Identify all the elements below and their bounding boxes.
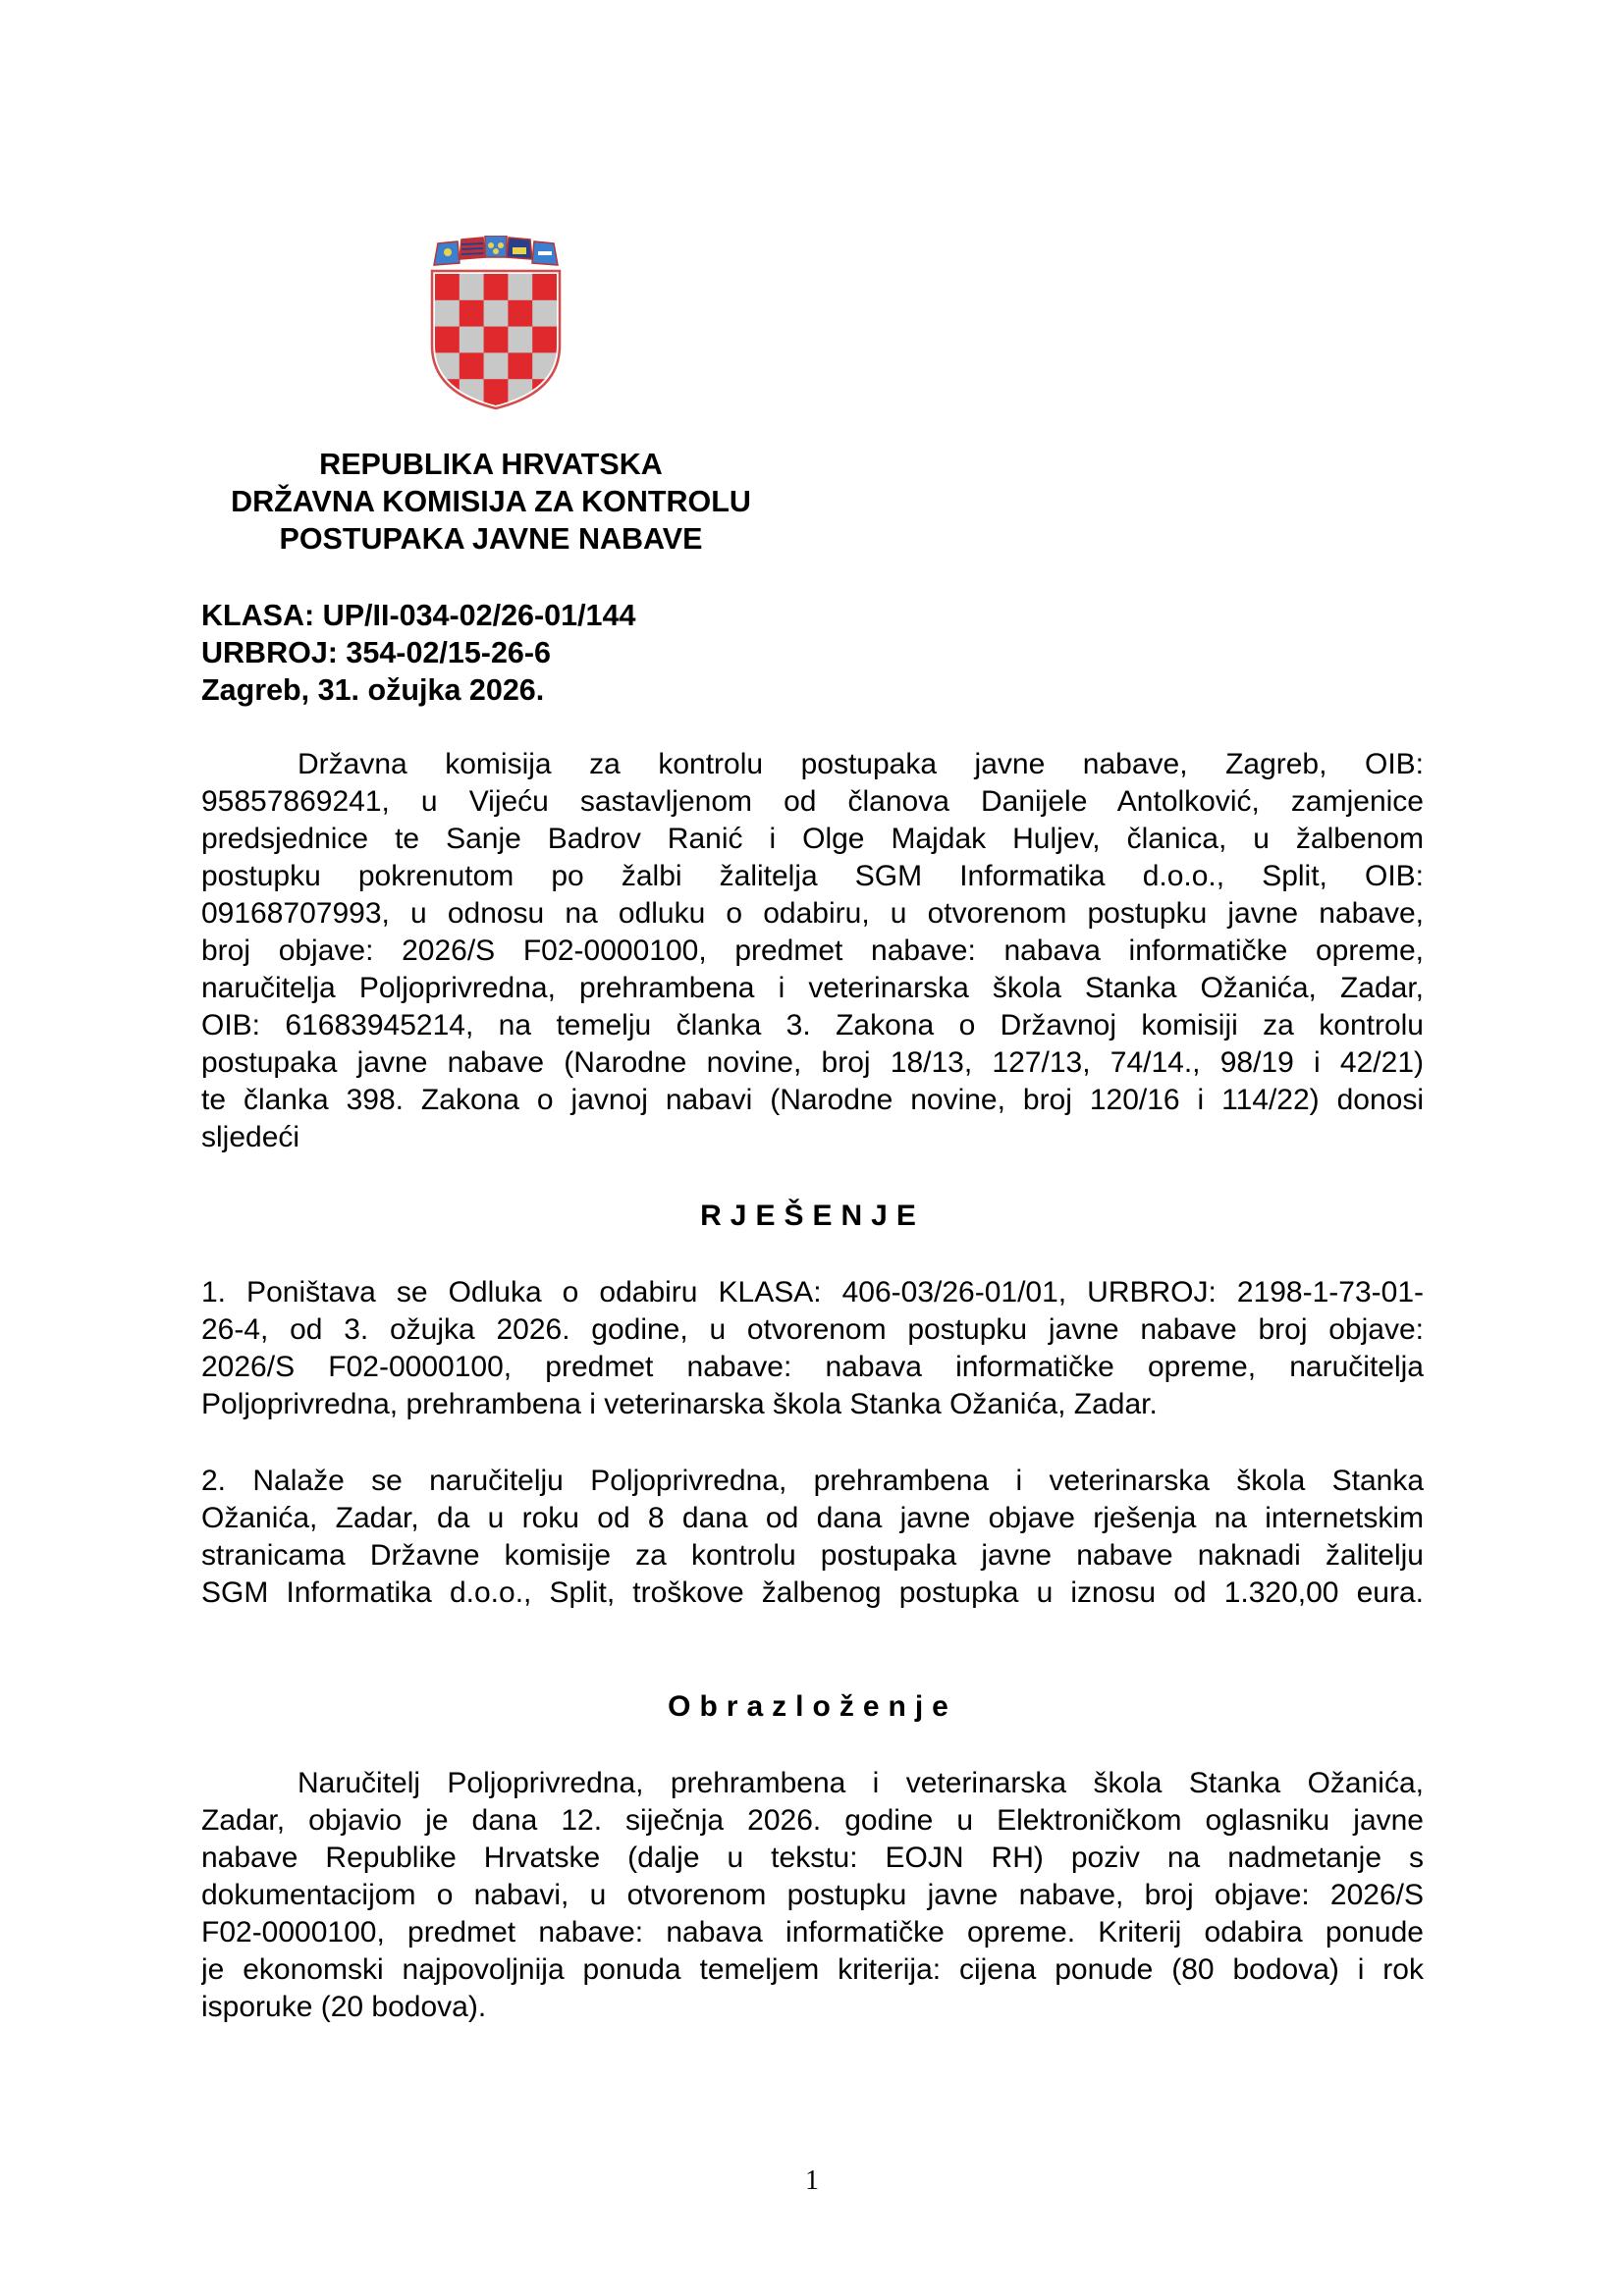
reasoning-heading: Obrazloženje (668, 1690, 957, 1723)
place-date: Zagreb, 31. ožujka 2026. (201, 673, 545, 707)
checker-square (508, 274, 532, 300)
intro-line: predsjednice te Sanje Badrov Ranić i Olge Majdak Huljev, članica, u žalbenom (201, 823, 1424, 855)
klasa: KLASA: UP/II-034-02/26-01/144 (201, 599, 636, 632)
checker-square (435, 327, 460, 353)
checker-square (435, 274, 460, 300)
checker-square (508, 327, 532, 353)
reasoning-line: dokumentacijom o nabavi, u otvorenom postupku javne nabave, broj objave: 2026/S (201, 1879, 1424, 1911)
intro-line: naručitelja Poljoprivredna, prehrambena i veterinarska škola Stanka Ožanića, Zadar, (201, 972, 1424, 1004)
page-number: 1 (805, 2165, 819, 2196)
checker-square (484, 274, 509, 300)
checker-square (532, 300, 557, 327)
decision-line: SGM Informatika d.o.o., Split, troškove žalbenog postupka u iznosu od 1.320,00 eura. (201, 1576, 1424, 1609)
checker-square (435, 300, 460, 327)
intro-line: sljedeći (201, 1121, 300, 1153)
reasoning-line: nabave Republike Hrvatske (dalje u tekstu: EOJN RH) poziv na nadmetanje s (201, 1842, 1424, 1874)
decision-heading: RJEŠENJE (700, 1200, 925, 1232)
intro-paragraph (201, 746, 1424, 1156)
checker-square (484, 379, 509, 405)
checker-square (484, 300, 509, 327)
decision-item-1 (201, 1274, 1424, 1423)
checker-square (508, 300, 532, 327)
reasoning-paragraph (201, 1765, 1424, 2026)
reasoning-line: Naručitelj Poljoprivredna, prehrambena i veterinarska škola Stanka Ožanića, (298, 1767, 1424, 1799)
decision-item-2 (201, 1463, 1424, 1612)
checker-square (460, 274, 484, 300)
decision-line: 2026/S F02-0000100, predmet nabave: nabava informatičke opreme, naručitelja (201, 1351, 1424, 1383)
header-line-1: REPUBLIKA HRVATSKA (319, 448, 663, 481)
checker-square (460, 327, 484, 353)
document-meta (201, 597, 635, 709)
decision-line: 26-4, od 3. ožujka 2026. godine, u otvorenom postupku javne nabave broj objave: (201, 1313, 1424, 1346)
intro-line: Državna komisija za kontrolu postupaka javne nabave, Zagreb, OIB: (298, 748, 1424, 780)
intro-line: 09168707993, u odnosu na odluku o odabiru, u otvorenom postupku javne nabave, (201, 897, 1424, 930)
checker-square (484, 327, 509, 353)
reasoning-line: Zadar, objavio je dana 12. siječnja 2026. godine u Elektroničkom oglasniku javne (201, 1804, 1424, 1837)
crown (434, 236, 558, 265)
decision-line: Ožanića, Zadar, da u roku od 8 dana od dana javne objave rješenja na internetskim (201, 1502, 1424, 1534)
urbroj: URBROJ: 354-02/15-26-6 (201, 636, 551, 669)
checker-square (532, 327, 557, 353)
checker-square (460, 300, 484, 327)
header-line-3: POSTUPAKA JAVNE NABAVE (279, 522, 703, 556)
header-line-2: DRŽAVNA KOMISIJA ZA KONTROLU (231, 485, 751, 518)
intro-line: OIB: 61683945214, na temelju članka 3. Zakona o Državnoj komisiji za kontrolu (201, 1009, 1424, 1041)
checker-square (460, 352, 484, 379)
reasoning-line: F02-0000100, predmet nabave: nabava informatičke opreme. Kriterij odabira ponude (201, 1916, 1424, 1949)
checker-square (532, 274, 557, 300)
intro-line: te članka 398. Zakona o javnoj nabavi (Narodne novine, broj 120/16 i 114/22) donosi (201, 1084, 1424, 1116)
decision-line: Poljoprivredna, prehrambena i veterinarska škola Stanka Ožanića, Zadar. (201, 1388, 1158, 1420)
checker-square (508, 352, 532, 379)
intro-line: 95857869241, u Vijeću sastavljenom od članova Danijele Antolković, zamjenice (201, 785, 1424, 818)
intro-line: postupaka javne nabave (Narodne novine, broj 18/13, 127/13, 74/14., 98/19 i 42/21) (201, 1046, 1424, 1079)
reasoning-line: isporuke (20 bodova). (201, 1991, 487, 2023)
checker-square (484, 352, 509, 379)
reasoning-line: je ekonomski najpovoljnija ponuda temeljem kriterija: cijena ponude (80 bodova) i rok (201, 1953, 1424, 1986)
institution-header (187, 446, 795, 558)
intro-line: broj objave: 2026/S F02-0000100, predmet nabave: nabava informatičke opreme, (201, 934, 1424, 967)
intro-line: postupku pokrenutom po žalbi žalitelja SGM Informatika d.o.o., Split, OIB: (201, 860, 1424, 892)
decision-line: 2. Nalaže se naručitelju Poljoprivredna, prehrambena i veterinarska škola Stanka (201, 1465, 1424, 1497)
decision-line: stranicama Državne komisije za kontrolu postupaka javne nabave naknadi žalitelju (201, 1539, 1424, 1572)
coat-of-arms-icon (428, 236, 564, 410)
decision-line: 1. Poništava se Odluka o odabiru KLASA: 406-03/26-01/01, URBROJ: 2198-1-73-01- (201, 1276, 1424, 1308)
